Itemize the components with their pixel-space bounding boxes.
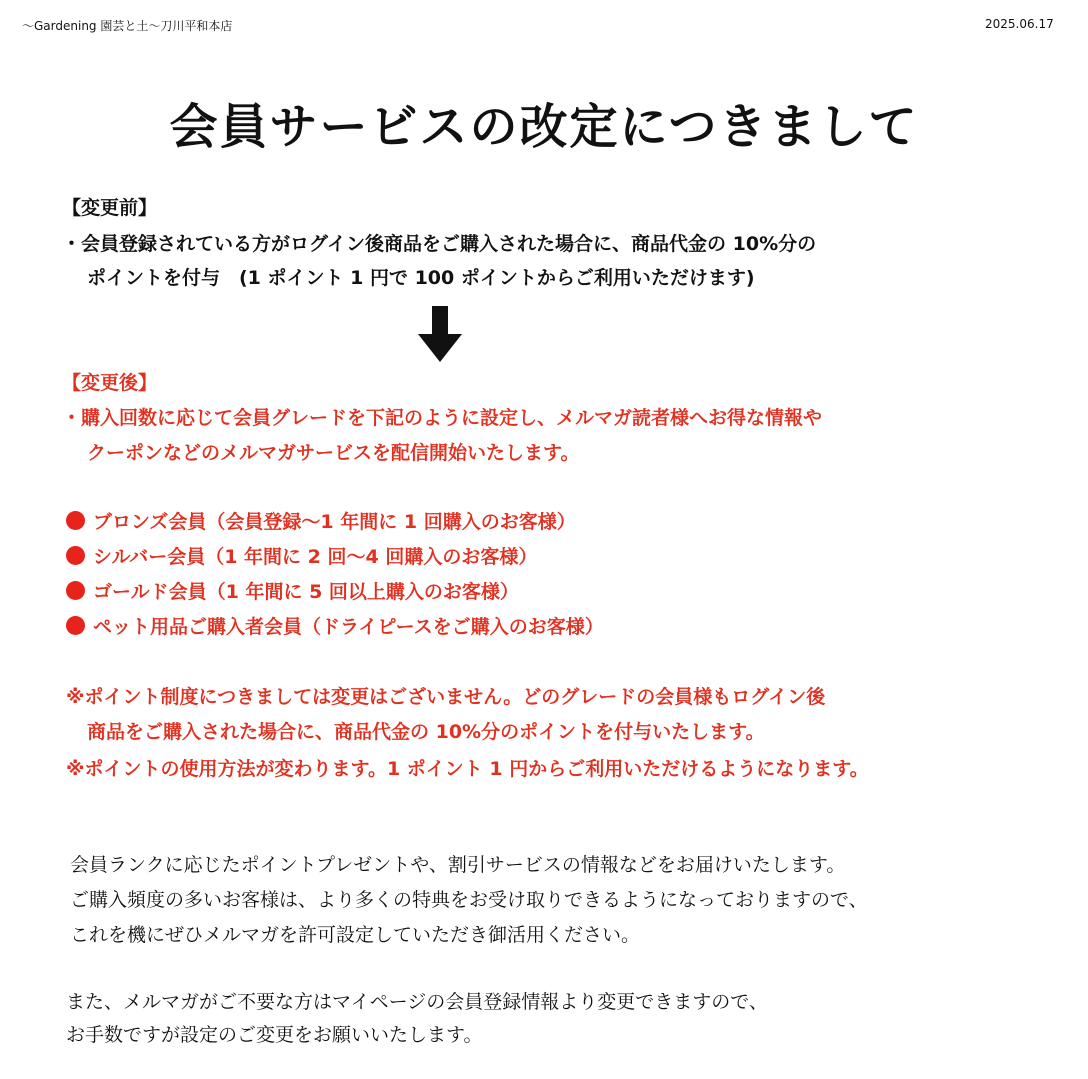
grade-item-silver xyxy=(66,542,537,569)
after-heading: 【変更後】 xyxy=(62,372,158,394)
paragraph2-line-1: また、メルマガがご不要な方はマイページの会員登録情報より変更できますので、 xyxy=(66,991,768,1013)
grade-label: シルバー会員（1 年間に 2 回〜4 回購入のお客様） xyxy=(93,546,538,568)
before-line-1: ・会員登録されている方がログイン後商品をご購入された場合に、商品代金の 10%分の xyxy=(62,233,817,255)
bullet-icon xyxy=(66,546,85,565)
note-line-1: ※ポイント制度につきましては変更はございません。どのグレードの会員様もログイン後 xyxy=(66,686,826,708)
grade-label: ブロンズ会員（会員登録〜1 年間に 1 回購入のお客様） xyxy=(93,511,576,533)
grade-item-gold xyxy=(66,577,519,604)
note-line-3: ※ポイントの使用方法が変わります。1 ポイント 1 円からご利用いただけるようになります。 xyxy=(66,758,869,780)
paragraph2-line-2: お手数ですが設定のご変更をお願いいたします。 xyxy=(66,1024,483,1046)
paragraph1-line-2: ご購入頻度の多いお客様は、より多くの特典をお受け取りできるようになっておりますので、 xyxy=(70,889,868,911)
paragraph1-line-3: これを機にぜひメルマガを許可設定していただき御活用ください。 xyxy=(70,924,641,946)
after-line-2: クーポンなどのメルマガサービスを配信開始いたします。 xyxy=(87,442,580,464)
grade-label: ペット用品ご購入者会員（ドライピースをご購入のお客様） xyxy=(93,616,604,638)
date-label: 2025.06.17 xyxy=(985,17,1054,31)
grade-item-bronze xyxy=(66,507,576,534)
paragraph1-line-1: 会員ランクに応じたポイントプレゼントや、割引サービスの情報などをお届けいたします。 xyxy=(70,854,846,876)
bullet-icon xyxy=(66,511,85,530)
down-arrow-icon xyxy=(418,306,462,362)
page-title: 会員サービスの改定につきまして xyxy=(169,99,919,155)
grade-label: ゴールド会員（1 年間に 5 回以上購入のお客様） xyxy=(93,581,519,603)
grade-item-pet xyxy=(66,612,604,639)
before-heading: 【変更前】 xyxy=(62,197,158,219)
bullet-icon xyxy=(66,581,85,600)
note-line-2: 商品をご購入された場合に、商品代金の 10%分のポイントを付与いたします。 xyxy=(87,721,765,743)
before-line-2: ポイントを付与 (1 ポイント 1 円で 100 ポイントからご利用いただけます) xyxy=(87,267,755,289)
store-name: 〜Gardening 園芸と土〜刀川平和本店 xyxy=(22,19,233,33)
after-line-1: ・購入回数に応じて会員グレードを下記のように設定し、メルマガ読者様へお得な情報や xyxy=(62,407,823,429)
bullet-icon xyxy=(66,616,85,635)
